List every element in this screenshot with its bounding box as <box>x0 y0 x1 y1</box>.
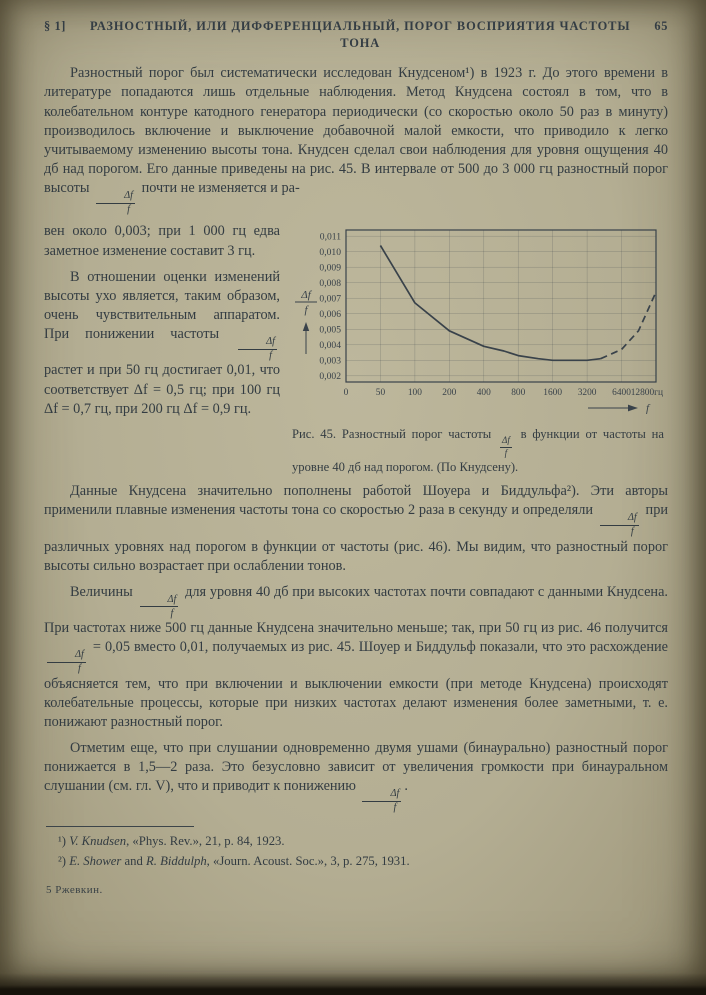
figure-45-caption: Рис. 45. Разностный порог частоты $\frac{\Delta f}{f}$ в функции от частоты на уровне 40 дб над порогом. (По Кнудсену). <box>292 427 664 474</box>
svg-text:50: 50 <box>375 388 386 399</box>
extrapolated-curve <box>601 292 656 359</box>
delta-f-over-f-fraction <box>600 513 639 538</box>
italic-author-name: V. Knudsen <box>69 833 127 848</box>
paragraph-shower-biddulph: Данные Кнудсена значительно пополнены работой Шоуера и Биддульфа²). Эти авторы применили плавные изменения частоты тона со скоростью 2 раза в секунду и определяли $\frac{\Delta f}{f}$ при различных уровнях над порогом в функции от частоты (рис. 46). Мы видим, что разностный порог высоты сильно возрастает при ослаблении тонов. <box>44 483 668 574</box>
fraction-numerator: Δf <box>500 436 512 448</box>
fraction-numerator: Δf <box>238 337 277 350</box>
svg-text:0,004: 0,004 <box>319 340 341 352</box>
fraction-denominator: f <box>127 204 130 216</box>
paragraph-ear-sensitivity: В отношении оценки изменений высоты ухо является, таким образом, очень чувствительным аппаратом. При понижении частоты $\frac{\Delta f}{f}$ растет и при 50 гц достигает 0,01, что соответствует Δf = 0,5 гц; при 100 гц Δf = 0,7 гц, при 200 гц Δf = 0,9 гц. <box>44 268 280 417</box>
fraction-denominator: f <box>78 663 81 675</box>
page-header <box>44 18 668 51</box>
svg-text:400: 400 <box>476 388 491 399</box>
svg-text:12800гц: 12800гц <box>630 388 663 399</box>
paragraph-binaural: Отметим еще, что при слушании одновременно двумя ушами (бинаурально) разностный порог понижается в 1,5—2 раза. Это безусловно зависит от увеличения громкости при бинауральном слушании (см. гл. V), что и приводит к понижению $\frac{\Delta f}{f}$ . <box>44 740 668 814</box>
paragraph-continuation: вен около 0,003; при 1 000 гц едва заметное изменение составит 3 гц. <box>44 223 280 259</box>
svg-text:0,008: 0,008 <box>319 278 341 290</box>
page-number: 65 <box>654 19 668 33</box>
measured-curve <box>380 246 600 361</box>
left-text-column <box>44 222 280 426</box>
footnote-rule <box>46 826 194 827</box>
svg-text:800: 800 <box>511 388 526 399</box>
italic-author-name: R. Biddulph <box>146 853 207 868</box>
svg-text:f: f <box>304 304 308 317</box>
svg-text:0: 0 <box>343 388 349 399</box>
running-title: РАЗНОСТНЫЙ, ИЛИ ДИФФЕРЕНЦИАЛЬНЫЙ, ПОРОГ ВОСПРИЯТИЯ ЧАСТОТЫ ТОНА <box>90 19 631 50</box>
svg-text:Δf: Δf <box>301 289 311 302</box>
delta-f-over-f-fraction <box>500 436 512 458</box>
svg-text:0,010: 0,010 <box>319 247 341 259</box>
fraction-numerator: Δf <box>47 650 86 663</box>
svg-text:0,009: 0,009 <box>319 262 341 274</box>
italic-author-name: E. Shower <box>69 853 122 868</box>
fraction-denominator: f <box>170 607 174 619</box>
svg-text:0,005: 0,005 <box>319 324 341 336</box>
footnote-2: ²) E. Shower and R. Biddulph, «Journ. Acoust. Soc.», 3, p. 275, 1931. <box>58 853 410 868</box>
fraction-numerator: Δf <box>140 595 179 608</box>
fraction-denominator: f <box>393 802 397 814</box>
svg-text:0,002: 0,002 <box>319 371 341 383</box>
svg-text:6400: 6400 <box>612 388 631 399</box>
fraction-denominator: f <box>269 350 272 362</box>
section-marker: § 1] <box>44 19 67 33</box>
svg-text:100: 100 <box>407 388 422 399</box>
footnote-1: ¹) V. Knudsen, «Phys. Rev.», 21, p. 84, 1923. <box>58 833 285 848</box>
figure-row <box>44 222 668 476</box>
fraction-numerator: Δf <box>600 513 639 526</box>
fraction-numerator: Δf <box>362 789 401 802</box>
scan-edge-shadow <box>0 973 706 995</box>
delta-f-over-f-fraction <box>47 650 86 675</box>
delta-f-over-f-fraction <box>362 789 401 814</box>
svg-text:0,003: 0,003 <box>319 355 341 367</box>
printer-signature: 5 Ржевкин. <box>46 883 103 896</box>
delta-f-over-f-fraction <box>140 595 179 620</box>
svg-text:3200: 3200 <box>577 388 597 399</box>
fraction-numerator: Δf <box>96 191 135 204</box>
svg-text:0,007: 0,007 <box>319 293 341 305</box>
svg-text:200: 200 <box>442 388 457 399</box>
fraction-denominator: f <box>630 526 634 538</box>
svg-text:0,011: 0,011 <box>319 231 341 243</box>
fraction-denominator: f <box>504 448 508 459</box>
svg-text:0,006: 0,006 <box>319 309 341 321</box>
figure-45 <box>290 222 668 476</box>
svg-text:f: f <box>646 402 650 415</box>
paragraph-knudsen-method: Разностный порог был систематически исследован Кнудсеном¹) в 1923 г. До этого времени в литературе попадаются лишь отдельные наблюдения. Метод Кнудсена состоял в том, что в колебательном контуре катодного генератора периодически (со скоростью около 50 раз в минуту) производилось включение и выключение добавочной малой емкости, что приводило к легко учитываемому изменению высоты тона. Кнудсен сделал свои наблюдения для уровня ощущения 40 дб над порогом. Его данные приведены на рис. 45. В интервале от 500 до 3 000 гц разностный порог высоты $\frac{\Delta f}{f}$ почти не изменяется и ра- <box>44 65 668 216</box>
delta-f-over-f-fraction <box>96 191 135 216</box>
figure-45-chart <box>290 224 664 416</box>
delta-f-over-f-fraction <box>238 337 277 362</box>
paragraph-comparison: Величины $\frac{\Delta f}{f}$ для уровня 40 дб при высоких частотах почти совпадают с данными Кнудсена. При частотах ниже 500 гц данные Кнудсена значительно меньше; так, при 50 гц из рис. 46 получится $\frac{\Delta f}{f}$ = 0,05 вместо 0,01, получаемых из рис. 45. Шоуер и Биддульф показали, что это расхождение объясняется тем, что при включении и выключении емкости (при методе Кнудсена) происходят колебательные процессы, которые при низких частотах делают изменения более заметными, т. е. понижают разностный порог. <box>44 583 668 730</box>
svg-text:1600: 1600 <box>543 388 563 399</box>
